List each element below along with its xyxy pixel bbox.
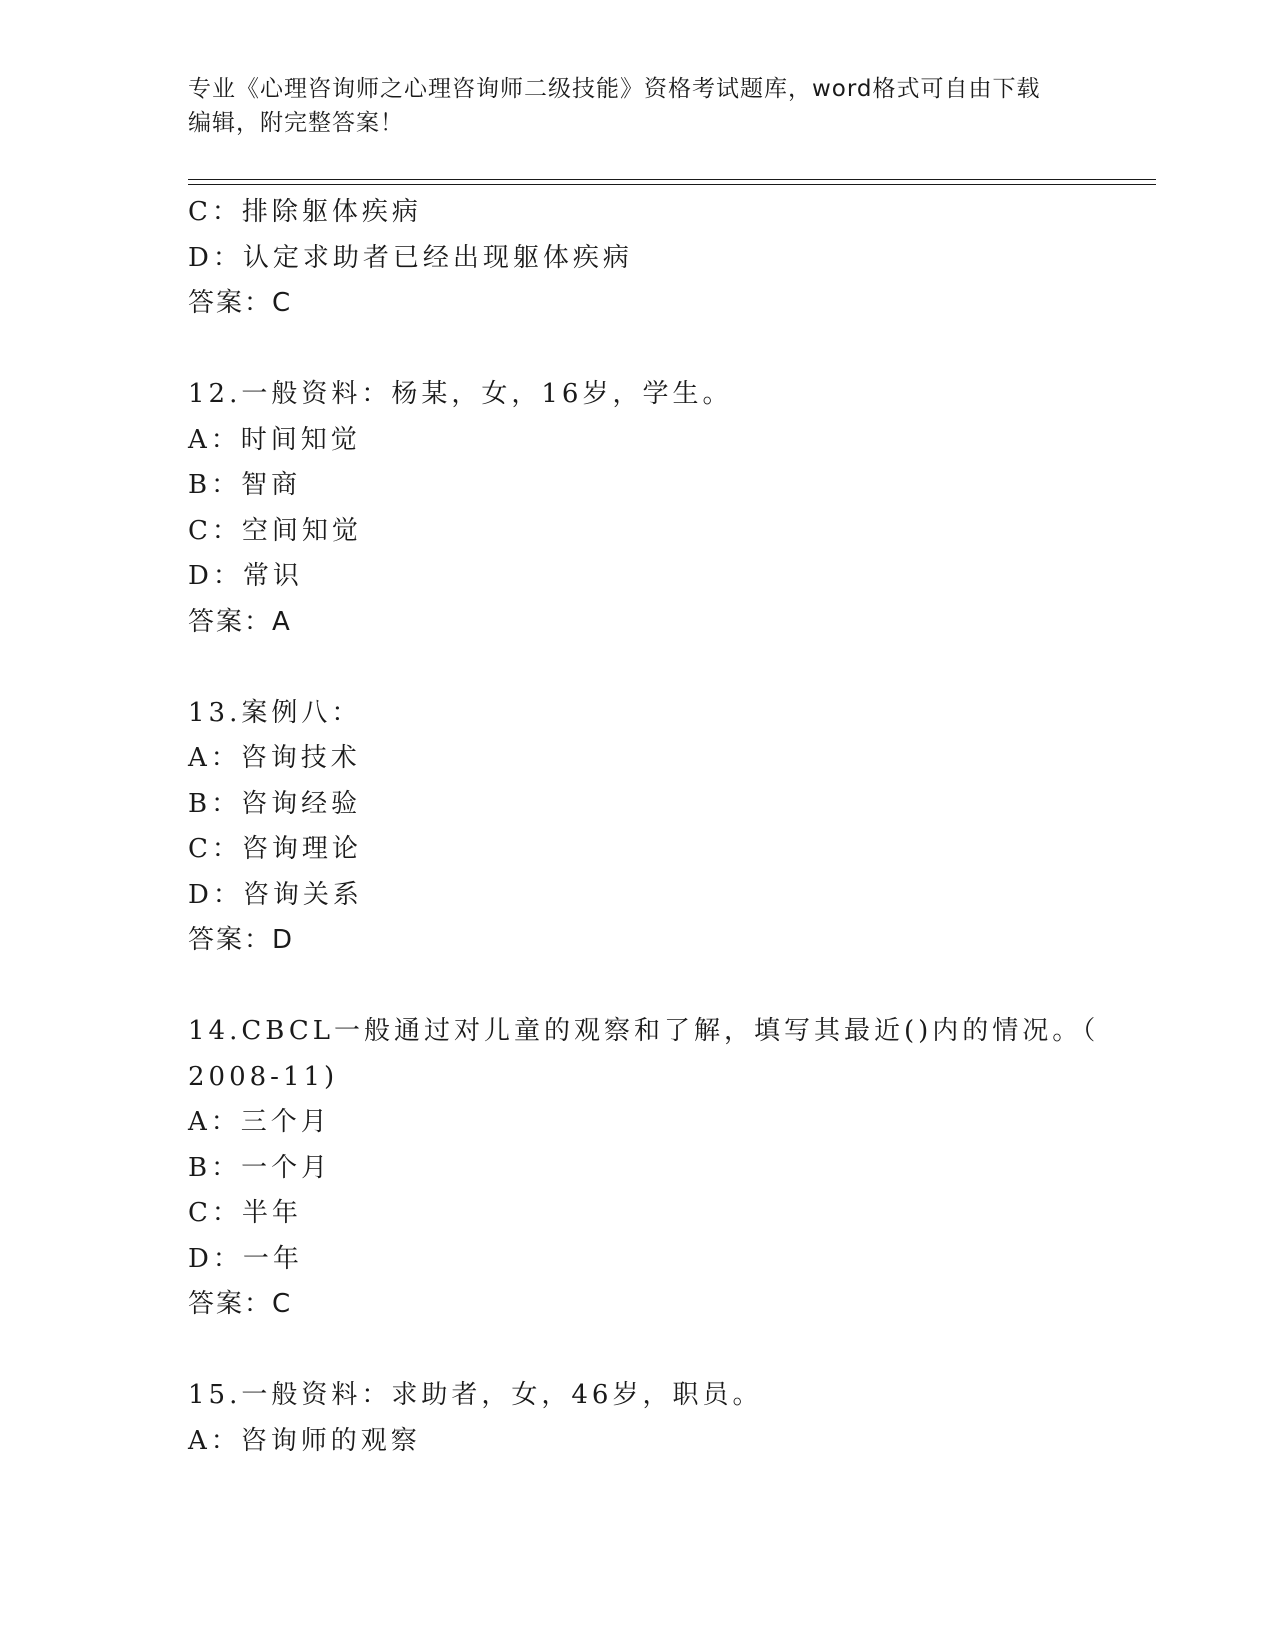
question-text: 一般资料：求助者，女，46岁，职员。 <box>241 1380 763 1410</box>
question-stem <box>188 1009 1100 1055</box>
question-list <box>188 190 1100 1464</box>
question-stem <box>188 372 1088 418</box>
answer-line: 答案：C <box>188 288 293 318</box>
option-label: A <box>188 424 211 455</box>
option-text: 一个月 <box>241 1152 332 1183</box>
option-d: D：咨询关系 <box>188 879 363 910</box>
option-label: B <box>188 470 212 500</box>
option-text: 认定求助者已经出现躯体疾病 <box>242 242 633 273</box>
option-b: B：一个月 <box>188 1152 332 1183</box>
header-divider-bottom <box>188 184 1156 185</box>
option-d: D：认定求助者已经出现躯体疾病 <box>188 242 633 273</box>
header-divider-top <box>188 179 1156 180</box>
option-a: A：咨询师的观察 <box>188 1425 421 1456</box>
option-label: A <box>188 1425 211 1456</box>
option-a: A：咨询技术 <box>188 743 361 773</box>
option-label: C <box>188 1198 212 1228</box>
option-text: 时间知觉 <box>240 424 361 455</box>
option-text: 咨询师的观察 <box>240 1425 421 1456</box>
option-label: D <box>188 561 213 591</box>
option-label: D <box>188 242 213 273</box>
question-number: 13. <box>188 697 242 728</box>
option-label: C <box>188 834 212 864</box>
option-label: B <box>188 1152 212 1183</box>
option-text: 三个月 <box>240 1107 331 1137</box>
document-header <box>188 72 1088 140</box>
option-d: D：常识 <box>188 561 303 591</box>
question-text: CBCL一般通过对儿童的观察和了解，填写其最近()内的情况。（ <box>241 1016 1100 1046</box>
option-label: A <box>188 743 211 773</box>
option-c: C：空间知觉 <box>188 515 362 546</box>
answer-line: 答案：D <box>188 925 295 955</box>
option-text: 半年 <box>241 1198 302 1228</box>
option-text: 排除躯体疾病 <box>241 197 422 227</box>
option-text: 常识 <box>242 561 303 591</box>
header-line-2: 编辑，附完整答案！ <box>188 110 404 136</box>
option-a: A：三个月 <box>188 1107 331 1137</box>
option-c: C：咨询理论 <box>188 834 362 864</box>
question-number: 12. <box>188 379 242 409</box>
option-text: 智商 <box>241 470 302 500</box>
option-c: C：半年 <box>188 1198 302 1228</box>
option-a: A：时间知觉 <box>188 424 361 455</box>
option-text: 一年 <box>242 1243 303 1274</box>
answer-line: 答案：A <box>188 606 292 637</box>
option-c: C：排除躯体疾病 <box>188 197 422 227</box>
option-label: D <box>188 879 213 910</box>
question-stem <box>188 691 1088 737</box>
option-b: B：咨询经验 <box>188 788 362 819</box>
option-label: A <box>188 1107 211 1137</box>
option-label: C <box>188 197 212 227</box>
option-label: B <box>188 788 212 819</box>
option-d: D：一年 <box>188 1243 303 1274</box>
option-b: B：智商 <box>188 470 302 500</box>
option-label: C <box>188 515 212 546</box>
question-stem <box>188 1373 1088 1419</box>
option-text: 咨询经验 <box>241 788 362 819</box>
question-number: 15. <box>188 1380 242 1410</box>
question-text: 一般资料：杨某，女，16岁，学生。 <box>241 379 733 409</box>
header-line-1: 专业《心理咨询师之心理咨询师二级技能》资格考试题库，word格式可自由下载 <box>188 76 1041 102</box>
option-text: 咨询理论 <box>241 834 362 864</box>
option-text: 咨询技术 <box>240 743 361 773</box>
question-number: 14. <box>188 1016 242 1046</box>
option-text: 咨询关系 <box>242 879 363 910</box>
option-text: 空间知觉 <box>241 515 362 546</box>
question-text: 案例八： <box>241 697 362 728</box>
question-stem-continued: 2008-11) <box>188 1061 339 1092</box>
option-label: D <box>188 1243 213 1274</box>
answer-line: 答案：C <box>188 1289 293 1319</box>
